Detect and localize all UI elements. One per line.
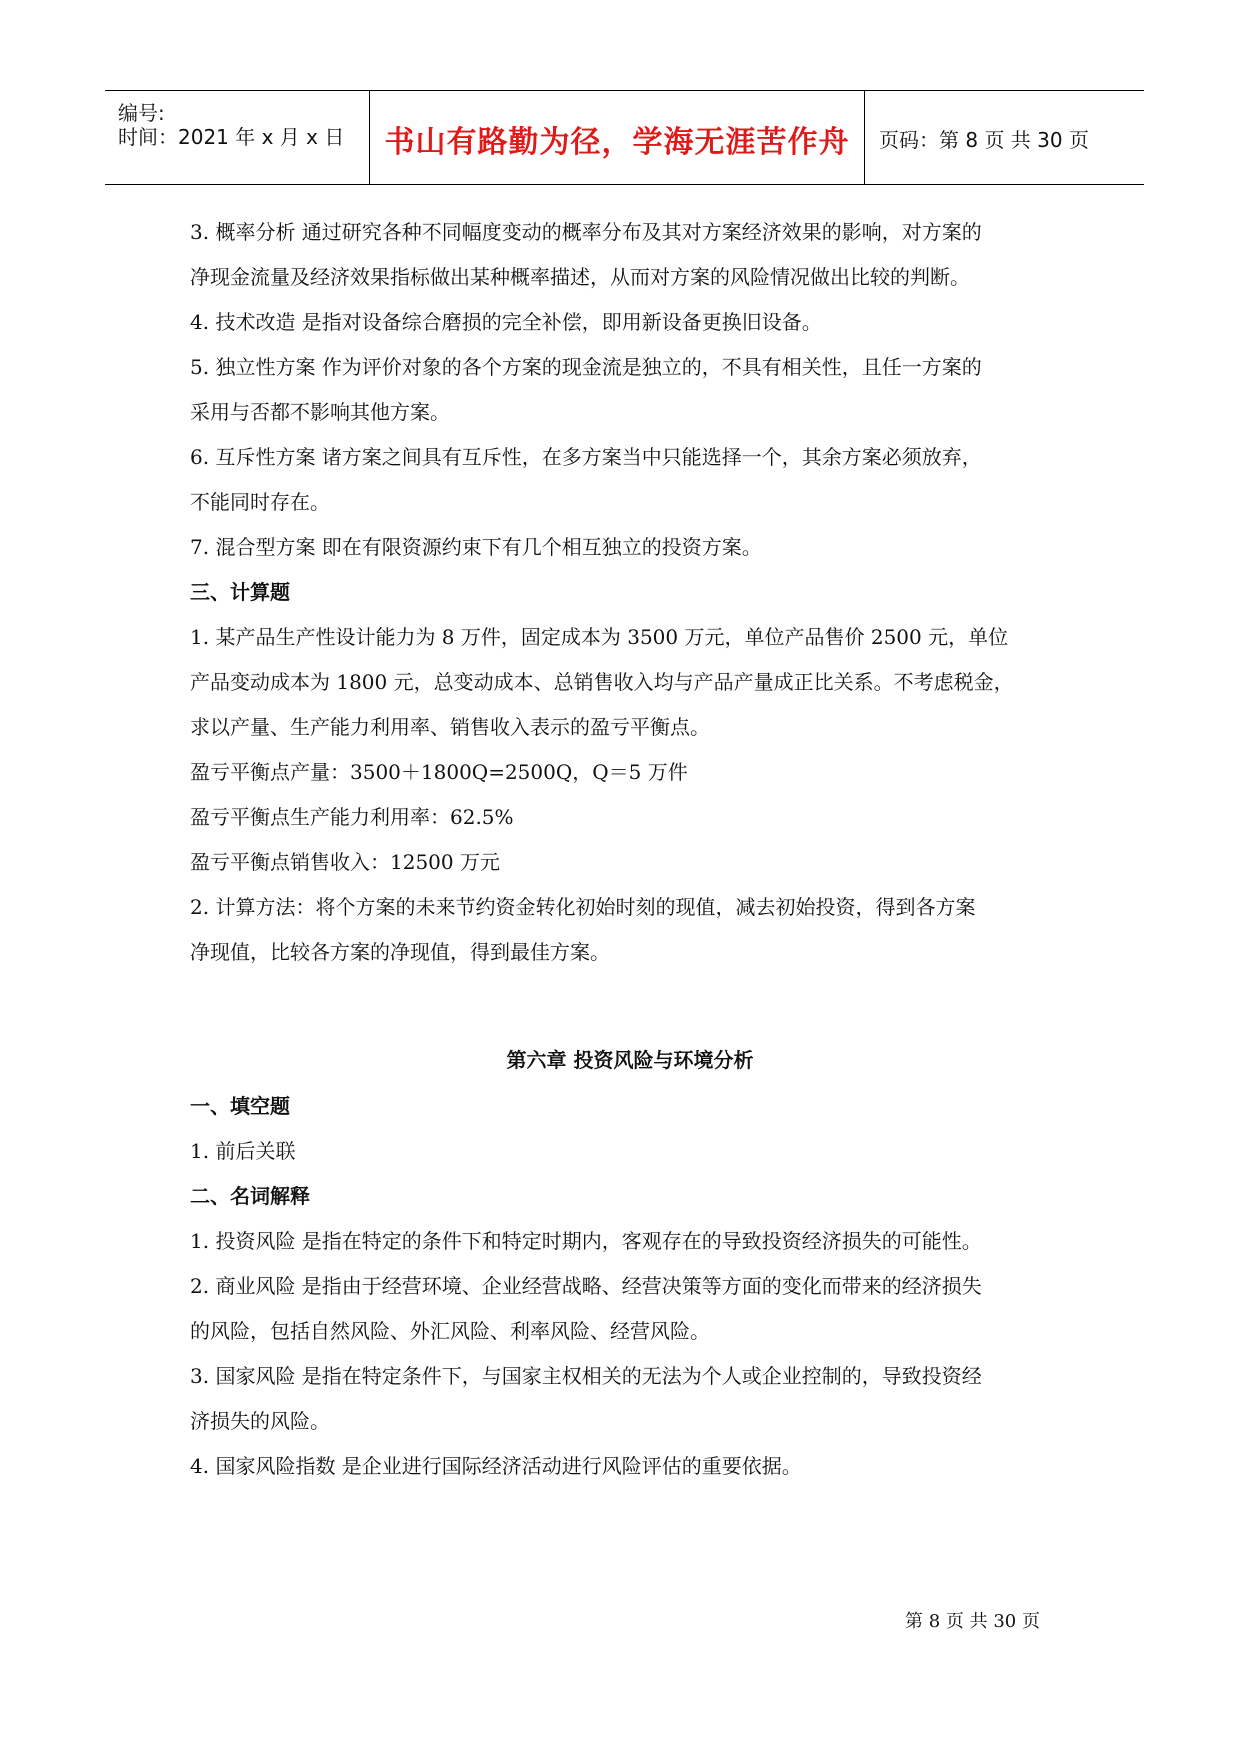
body-line: 产品变动成本为 1800 元，总变动成本、总销售收入均与产品产量成正比关系。不考虑税金， <box>190 670 1014 694</box>
body-line: 净现值，比较各方案的净现值，得到最佳方案。 <box>190 940 610 964</box>
section-heading: 三、计算题 <box>190 580 290 604</box>
page-footer: 第 8 页 共 30 页 <box>905 1611 1040 1632</box>
body-line: 采用与否都不影响其他方案。 <box>190 400 450 424</box>
body-line: 求以产量、生产能力利用率、销售收入表示的盈亏平衡点。 <box>190 715 710 739</box>
body-line: 的风险，包括自然风险、外汇风险、利率风险、经营风险。 <box>190 1319 710 1343</box>
chapter-title: 第六章 投资风险与环境分析 <box>506 1048 754 1072</box>
body-line: 2. 计算方法：将个方案的未来节约资金转化初始时刻的现值，减去初始投资，得到各方案 <box>190 895 976 919</box>
header-left-cell <box>105 91 370 184</box>
section-heading: 二、名词解释 <box>190 1184 310 1208</box>
body-line: 4. 技术改造 是指对设备综合磨损的完全补偿，即用新设备更换旧设备。 <box>190 310 822 334</box>
document-time-label: 时间：2021 年 x 月 x 日 <box>118 125 345 149</box>
body-line: 不能同时存在。 <box>190 490 330 514</box>
page-header <box>105 90 1144 185</box>
header-page-number: 页码：第 8 页 共 30 页 <box>879 128 1089 152</box>
header-middle-cell <box>370 91 865 184</box>
body-line: 1. 投资风险 是指在特定的条件下和特定时期内，客观存在的导致投资经济损失的可能性。 <box>190 1229 982 1253</box>
header-motto: 书山有路勤为径，学海无涯苦作舟 <box>384 125 850 160</box>
body-line: 6. 互斥性方案 诸方案之间具有互斥性，在多方案当中只能选择一个，其余方案必须放弃， <box>190 445 982 469</box>
body-line: 1. 前后关联 <box>190 1139 296 1163</box>
body-line: 盈亏平衡点产量：3500＋1800Q=2500Q，Q＝5 万件 <box>190 760 688 784</box>
body-line: 盈亏平衡点生产能力利用率：62.5% <box>190 805 514 829</box>
body-line: 4. 国家风险指数 是企业进行国际经济活动进行风险评估的重要依据。 <box>190 1454 802 1478</box>
section-heading: 一、填空题 <box>190 1094 290 1118</box>
body-line: 3. 概率分析 通过研究各种不同幅度变动的概率分布及其对方案经济效果的影响，对方案的 <box>190 220 982 244</box>
body-line: 济损失的风险。 <box>190 1409 330 1433</box>
body-line: 5. 独立性方案 作为评价对象的各个方案的现金流是独立的，不具有相关性，且任一方案的 <box>190 355 982 379</box>
document-number-label: 编号: <box>118 101 165 125</box>
body-line: 净现金流量及经济效果指标做出某种概率描述，从而对方案的风险情况做出比较的判断。 <box>190 265 970 289</box>
body-line: 2. 商业风险 是指由于经营环境、企业经营战略、经营决策等方面的变化而带来的经济损失 <box>190 1274 982 1298</box>
header-right-cell <box>865 91 1144 184</box>
body-line: 1. 某产品生产性设计能力为 8 万件，固定成本为 3500 万元，单位产品售价 2500 元，单位 <box>190 625 1009 649</box>
body-line: 7. 混合型方案 即在有限资源约束下有几个相互独立的投资方案。 <box>190 535 762 559</box>
body-line: 盈亏平衡点销售收入：12500 万元 <box>190 850 500 874</box>
body-line: 3. 国家风险 是指在特定条件下，与国家主权相关的无法为个人或企业控制的，导致投资经 <box>190 1364 982 1388</box>
